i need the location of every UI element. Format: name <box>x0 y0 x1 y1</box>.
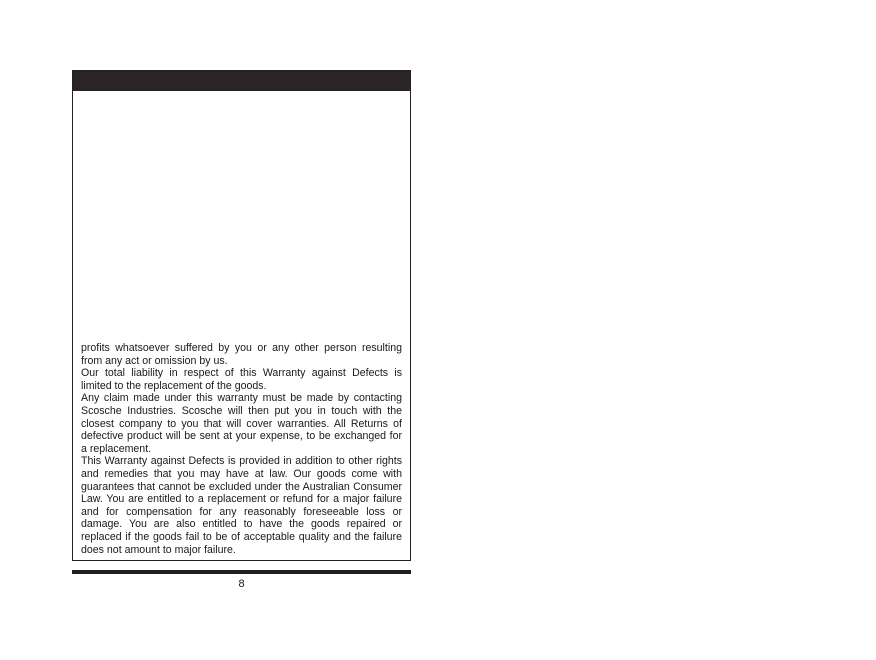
header-bar <box>73 71 410 91</box>
warranty-page-panel <box>72 70 411 561</box>
paragraph-claim-process: Any claim made under this warranty must be made by contacting Scosche Industries. Scosche will then put you in touch with the closest company to you that will cover warranties. All Returns of defective product will be sent at your expense, to be exchanged for a replacement. <box>81 392 402 455</box>
warranty-text-block <box>81 342 402 556</box>
page-number: 8 <box>238 578 245 590</box>
paragraph-total-liability: Our total liability in respect of this Warranty against Defects is limited to the replacement of the goods. <box>81 367 402 392</box>
footer-rule <box>72 570 411 574</box>
paragraph-consumer-law: This Warranty against Defects is provided in addition to other rights and remedies that you may have at law. Our goods come with guarantees that cannot be excluded under the Australian Consumer Law. You are entitled to a replacement or refund for a major failure and for compensation for any reasonably foreseeable loss or damage. You are also entitled to have the goods repaired or replaced if the goods fail to be of acceptable quality and the failure does not amount to major failure. <box>81 455 402 556</box>
paragraph-liability-exclusion: profits whatsoever suffered by you or any other person resulting from any act or omission by us. <box>81 342 402 367</box>
